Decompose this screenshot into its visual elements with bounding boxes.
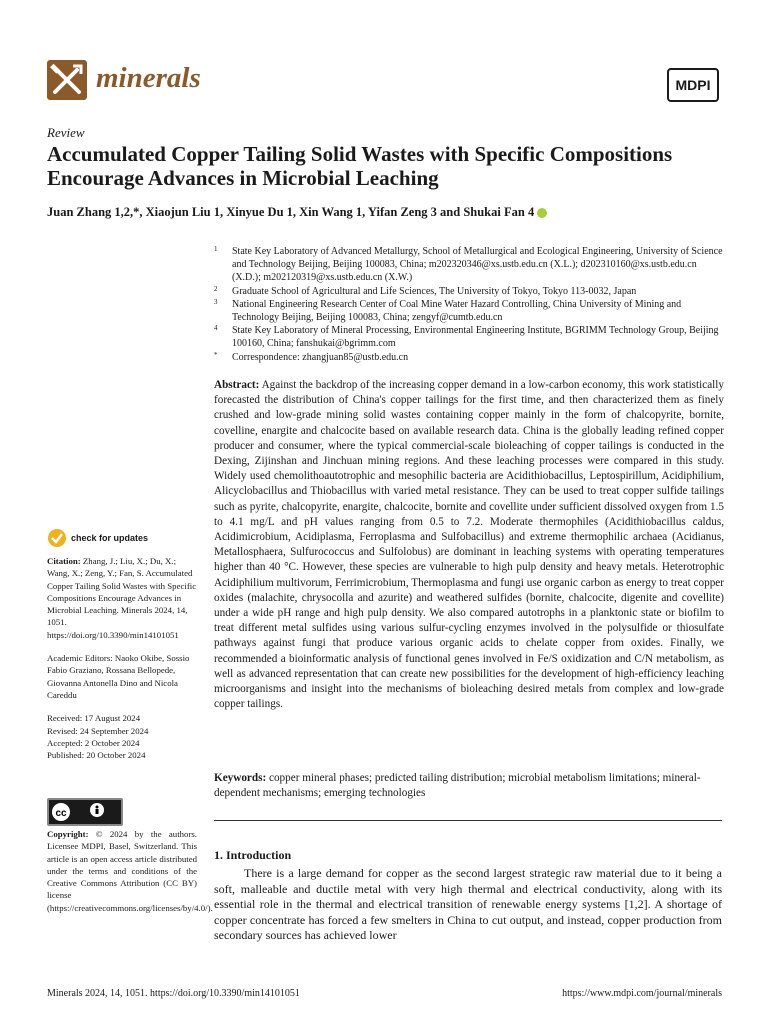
citation: Citation: Zhang, J.; Liu, X.; Du, X.; Wang, X.; Zeng, Y.; Fan, S. Accumulated Copper Tailing Solid Wastes with Specific Compositions Encourage Advances in Microbial Leaching. Minerals 2024, 14, 1051. https://doi.org/10.3390/min14101051: [47, 556, 197, 640]
svg-text:cc: cc: [55, 808, 67, 819]
keywords-label: Keywords:: [214, 772, 267, 784]
affiliation-item: 3 National Engineering Research Center of Coal Mine Water Hazard Controlling, China University of Mining and Technology Beijing, Beijing 100083, China; zengyf@cumtb.edu.cn: [214, 297, 682, 324]
section-divider: [214, 820, 722, 821]
introduction-text: There is a large demand for copper as the second largest strategic raw material due to it being a soft, malleable and ductile metal with very high thermal and electrical conductivity, along with its essential role in the thermal and electrical transition of renewable energy systems [1,2]. A shortage of copper concentrate has forced a few smelters in China to cut output, and instead, copper production from secondary sources has achieved lower: [214, 866, 722, 943]
author-list: [47, 205, 727, 220]
authors-text: Juan Zhang 1,2,*, Xiaojun Liu 1, Xinyue Du 1, Xin Wang 1, Yifan Zeng 3 and Shukai Fan 4: [47, 205, 535, 219]
abstract-label: Abstract:: [214, 379, 260, 391]
keywords: [214, 771, 724, 801]
keywords-text: copper mineral phases; predicted tailing distribution; microbial metabolism limitations; mineral-dependent mechanisms; emerging technologies: [214, 772, 701, 800]
journal-logo: [47, 60, 87, 100]
check-updates-icon: [47, 527, 67, 549]
affiliation-item: 4 State Key Laboratory of Mineral Processing, Environmental Engineering Institute, BGRIMM Technology Group, Beijing 100160, China; fanshukai@bgrimm.com: [214, 324, 719, 350]
affiliation-item: 1 State Key Laboratory of Advanced Metallurgy, School of Metallurgical and Ecological Engineering, University of Science and Technology Beijing, Beijing 100083, China; m202320346@xs.ustb.edu.cn (X.L.); d202310160@xs.ustb.edu.cn (X.D.); m202120319@xs.ustb.edu.cn (X.W.): [214, 245, 723, 284]
creative-commons-icon: [49, 800, 121, 824]
check-label: check for updates: [71, 533, 149, 543]
affiliation-item: * Correspondence: zhangjuan85@ustb.edu.cn: [214, 350, 409, 363]
section-heading: 1. Introduction: [214, 848, 292, 862]
article-type: Review: [47, 125, 85, 140]
footer-citation: Minerals 2024, 14, 1051. https://doi.org/10.3390/min14101051: [47, 988, 300, 999]
sidebar: [47, 555, 199, 772]
abstract-text: Against the backdrop of the increasing copper demand in a low-carbon economy, this work statistically forecasted the distribution of China's copper tailings for the first time, and then characterized them as finely crushed and low-grade mining solid wastes containing copper mainly in the form of chalcopyrite, bornite, covelline, enargite and chalcocite based on available research data. China is the globally leading refined copper producer and consumer, where the typical commercial-scale bioleaching of copper tailings is conducted in the Dexing, Zijinshan and Jinchuan mining regions. And these leaching processes were compared in this study. Widely used chemolithoautotrophic and mesophilic bacteria are Acidithiobacillus, Leptospirillum, Acidiphilium, Alicyclobacillus and Thiobacillus with varied metal resistance. They can be used to treat copper sulfide tailings such as pyrite, chalcopyrite, enargite, chalcocite, bornite and covellite under sufficient dissolved oxygen from 1.5 to 4.1 mg/L and pH values ranging from 0.5 to 7.2. Moderate thermophiles (Acidithiobacillus caldus, Acidimicrobium, Acidiplasma, Ferroplasma and Sulfobacillus) and extreme thermophilic archaea (Acidianus, Metallosphaera, Sulfurococcus and Sulfolobus) are dominant in leaching systems with operating temperatures higher than 40 °C. However, these species are vulnerable to high pulp density and heavy metals. Heterotrophic Acidiphilium multivorum, Ferrimicrobium, Thermoplasma and fungi use organic carbon as energy to treat copper oxides (malachite, chrysocolla and azurite) and weathered sulfides (bornite, chalcocite, digenite and covellite) under a wide pH range and high pulp density. We also compared autotrophs in a planktonic state or biofilm to treat different metal sulfides using various sulfur-cycling enzymes involved in the polysulfide or thiosulfate pathways against fungi that produce various organic acids to chelate copper from oxides. Finally, we recommended a bioinformatic analysis of functional genes involved in Fe/S oxidization and C/N metabolism, as well as advanced representation that can create new possibilities for the development of high-efficiency leaching microorganisms and insight into the mechanisms of bioleaching desired metals from complex and low-grade copper tailings.: [214, 379, 724, 711]
abstract: [214, 378, 724, 712]
crossed-tools-icon: [47, 60, 87, 100]
article-title: Accumulated Copper Tailing Solid Wastes with Specific Compositions Encourage Advances in Microbial Leaching: [47, 142, 673, 190]
dates: Received: 17 August 2024 Revised: 24 September 2024 Accepted: 2 October 2024 Published: 20 October 2024: [47, 713, 149, 761]
check-for-updates-badge[interactable]: [47, 527, 167, 551]
copyright: Copyright: © 2024 by the authors. Licensee MDPI, Basel, Switzerland. This article is an open access article distributed under the terms and conditions of the Creative Commons Attribution (CC BY) license (https://creativecommons.org/licenses/by/4.0/).: [47, 829, 213, 913]
publisher-logo: MDPI: [667, 68, 719, 102]
orcid-icon[interactable]: [537, 208, 547, 218]
affiliations: [214, 245, 724, 364]
affiliation-item: 2 Graduate School of Agricultural and Life Sciences, The University of Tokyo, Tokyo 113-0032, Japan: [214, 284, 637, 297]
journal-name: minerals: [96, 62, 201, 94]
cc-license-badge[interactable]: [47, 798, 123, 826]
academic-editors: Academic Editors: Naoko Okibe, Sossio Fabio Graziano, Rossana Bellopede, Giovanna Antonella Dino and Nicola Careddu: [47, 653, 190, 700]
footer-journal-url[interactable]: https://www.mdpi.com/journal/minerals: [562, 988, 722, 999]
